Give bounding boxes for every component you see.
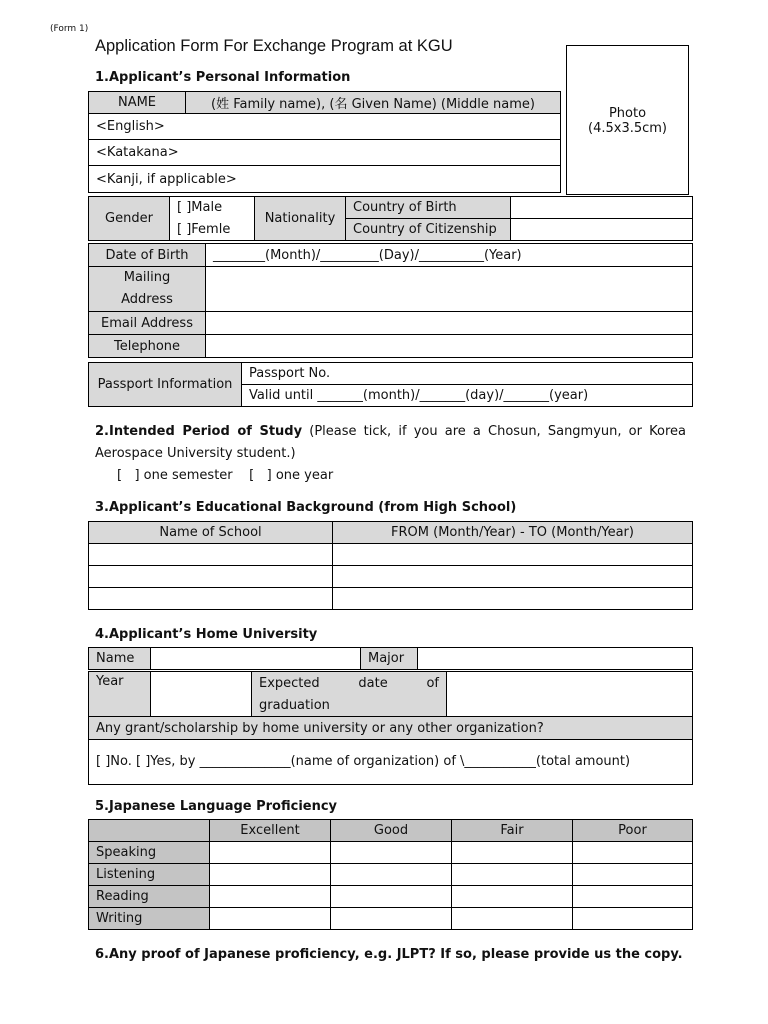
corner-cell — [89, 820, 210, 842]
rating-cell[interactable] — [210, 864, 331, 886]
study-period-options[interactable]: [ ] one semester [ ] one year — [117, 468, 334, 483]
mailing-address-field[interactable] — [206, 267, 693, 312]
form-number: (Form 1) — [50, 24, 89, 34]
passport-table — [88, 362, 693, 407]
year-field[interactable] — [151, 672, 252, 719]
rating-cell[interactable] — [331, 886, 452, 908]
section-2-text — [95, 421, 686, 465]
rating-cell[interactable] — [452, 842, 573, 864]
rating-cell[interactable] — [452, 864, 573, 886]
dob-field[interactable]: ________(Month)/_________(Day)/__________(Year) — [206, 244, 693, 267]
skill-speaking: Speaking — [89, 842, 210, 864]
graduation-field[interactable] — [447, 672, 693, 719]
period-cell[interactable] — [333, 544, 693, 566]
rating-cell[interactable] — [573, 864, 693, 886]
education-row — [89, 588, 693, 610]
telephone-field[interactable] — [206, 335, 693, 358]
name-table — [88, 91, 561, 193]
email-field[interactable] — [206, 312, 693, 335]
year-table — [88, 671, 693, 719]
gender-nationality-table — [88, 196, 693, 241]
photo-box[interactable] — [566, 45, 689, 195]
rating-cell[interactable] — [452, 886, 573, 908]
gender-label: Gender — [89, 197, 170, 241]
page-title: Application Form For Exchange Program at KGU — [95, 37, 453, 55]
english-name-field[interactable]: <English> — [89, 114, 561, 140]
rating-cell[interactable] — [573, 886, 693, 908]
university-name-field[interactable] — [151, 648, 361, 670]
education-row — [89, 544, 693, 566]
citizenship-label: Country of Citizenship — [346, 219, 511, 241]
male-checkbox[interactable]: [ ]Male — [170, 197, 255, 219]
passport-number-field[interactable]: Passport No. — [242, 363, 693, 385]
university-name-label: Name — [89, 648, 151, 670]
period-cell[interactable] — [333, 588, 693, 610]
grant-question: Any grant/scholarship by home university or any other organization? — [89, 717, 693, 740]
name-hint: (姓 Family name), (名 Given Name) (Middle name) — [186, 92, 561, 114]
section-3-heading: 3.Applicant’s Educational Background (from High School) — [95, 500, 517, 515]
rating-cell[interactable] — [210, 908, 331, 930]
birth-country-label: Country of Birth — [346, 197, 511, 219]
section-6-heading: 6.Any proof of Japanese proficiency, e.g. JLPT? If so, please provide us the copy. — [95, 947, 683, 962]
telephone-label: Telephone — [89, 335, 206, 358]
email-label: Email Address — [89, 312, 206, 335]
school-name-cell[interactable] — [89, 544, 333, 566]
level-poor: Poor — [573, 820, 693, 842]
section-2-note: (Please tick, if you are a Chosun, Sangmyun, or Korea Aerospace University student.) — [95, 424, 686, 461]
nationality-label: Nationality — [255, 197, 346, 241]
graduation-label: Expected date of graduation — [252, 672, 447, 719]
passport-label: Passport Information — [89, 363, 242, 407]
level-excellent: Excellent — [210, 820, 331, 842]
school-name-header: Name of School — [89, 522, 333, 544]
rating-cell[interactable] — [331, 908, 452, 930]
passport-valid-field[interactable]: Valid until _______(month)/_______(day)/_______(year) — [242, 385, 693, 407]
katakana-name-field[interactable]: <Katakana> — [89, 140, 561, 166]
rating-cell[interactable] — [210, 842, 331, 864]
major-label: Major — [361, 648, 418, 670]
section-2-heading: 2.Intended Period of Study — [95, 424, 303, 439]
name-label: NAME — [89, 92, 186, 114]
rating-cell[interactable] — [573, 842, 693, 864]
school-name-cell[interactable] — [89, 566, 333, 588]
rating-cell[interactable] — [331, 842, 452, 864]
rating-cell[interactable] — [573, 908, 693, 930]
section-5-heading: 5.Japanese Language Proficiency — [95, 799, 338, 814]
section-4-heading: 4.Applicant’s Home University — [95, 627, 318, 642]
language-table — [88, 819, 693, 930]
grant-table — [88, 716, 693, 785]
level-good: Good — [331, 820, 452, 842]
skill-writing: Writing — [89, 908, 210, 930]
photo-label: Photo — [608, 106, 647, 121]
rating-cell[interactable] — [210, 886, 331, 908]
rating-cell[interactable] — [452, 908, 573, 930]
section-1-heading: 1.Applicant’s Personal Information — [95, 70, 351, 85]
birth-country-field[interactable] — [511, 197, 693, 219]
kanji-name-field[interactable]: <Kanji, if applicable> — [89, 166, 561, 193]
skill-reading: Reading — [89, 886, 210, 908]
citizenship-field[interactable] — [511, 219, 693, 241]
major-field[interactable] — [418, 648, 693, 670]
year-label: Year — [89, 672, 151, 719]
period-header: FROM (Month/Year) - TO (Month/Year) — [333, 522, 693, 544]
education-table — [88, 521, 693, 610]
photo-size: (4.5x3.5cm) — [588, 121, 667, 136]
contact-table — [88, 243, 693, 358]
grant-answer-field[interactable]: [ ]No. [ ]Yes, by ______________(name of organization) of \___________(total amount) — [89, 740, 693, 785]
female-checkbox[interactable]: [ ]Femle — [170, 219, 255, 241]
rating-cell[interactable] — [331, 864, 452, 886]
level-fair: Fair — [452, 820, 573, 842]
education-row — [89, 566, 693, 588]
period-cell[interactable] — [333, 566, 693, 588]
skill-listening: Listening — [89, 864, 210, 886]
mailing-address-label: Mailing Address — [89, 267, 206, 312]
school-name-cell[interactable] — [89, 588, 333, 610]
dob-label: Date of Birth — [89, 244, 206, 267]
university-table — [88, 647, 693, 670]
